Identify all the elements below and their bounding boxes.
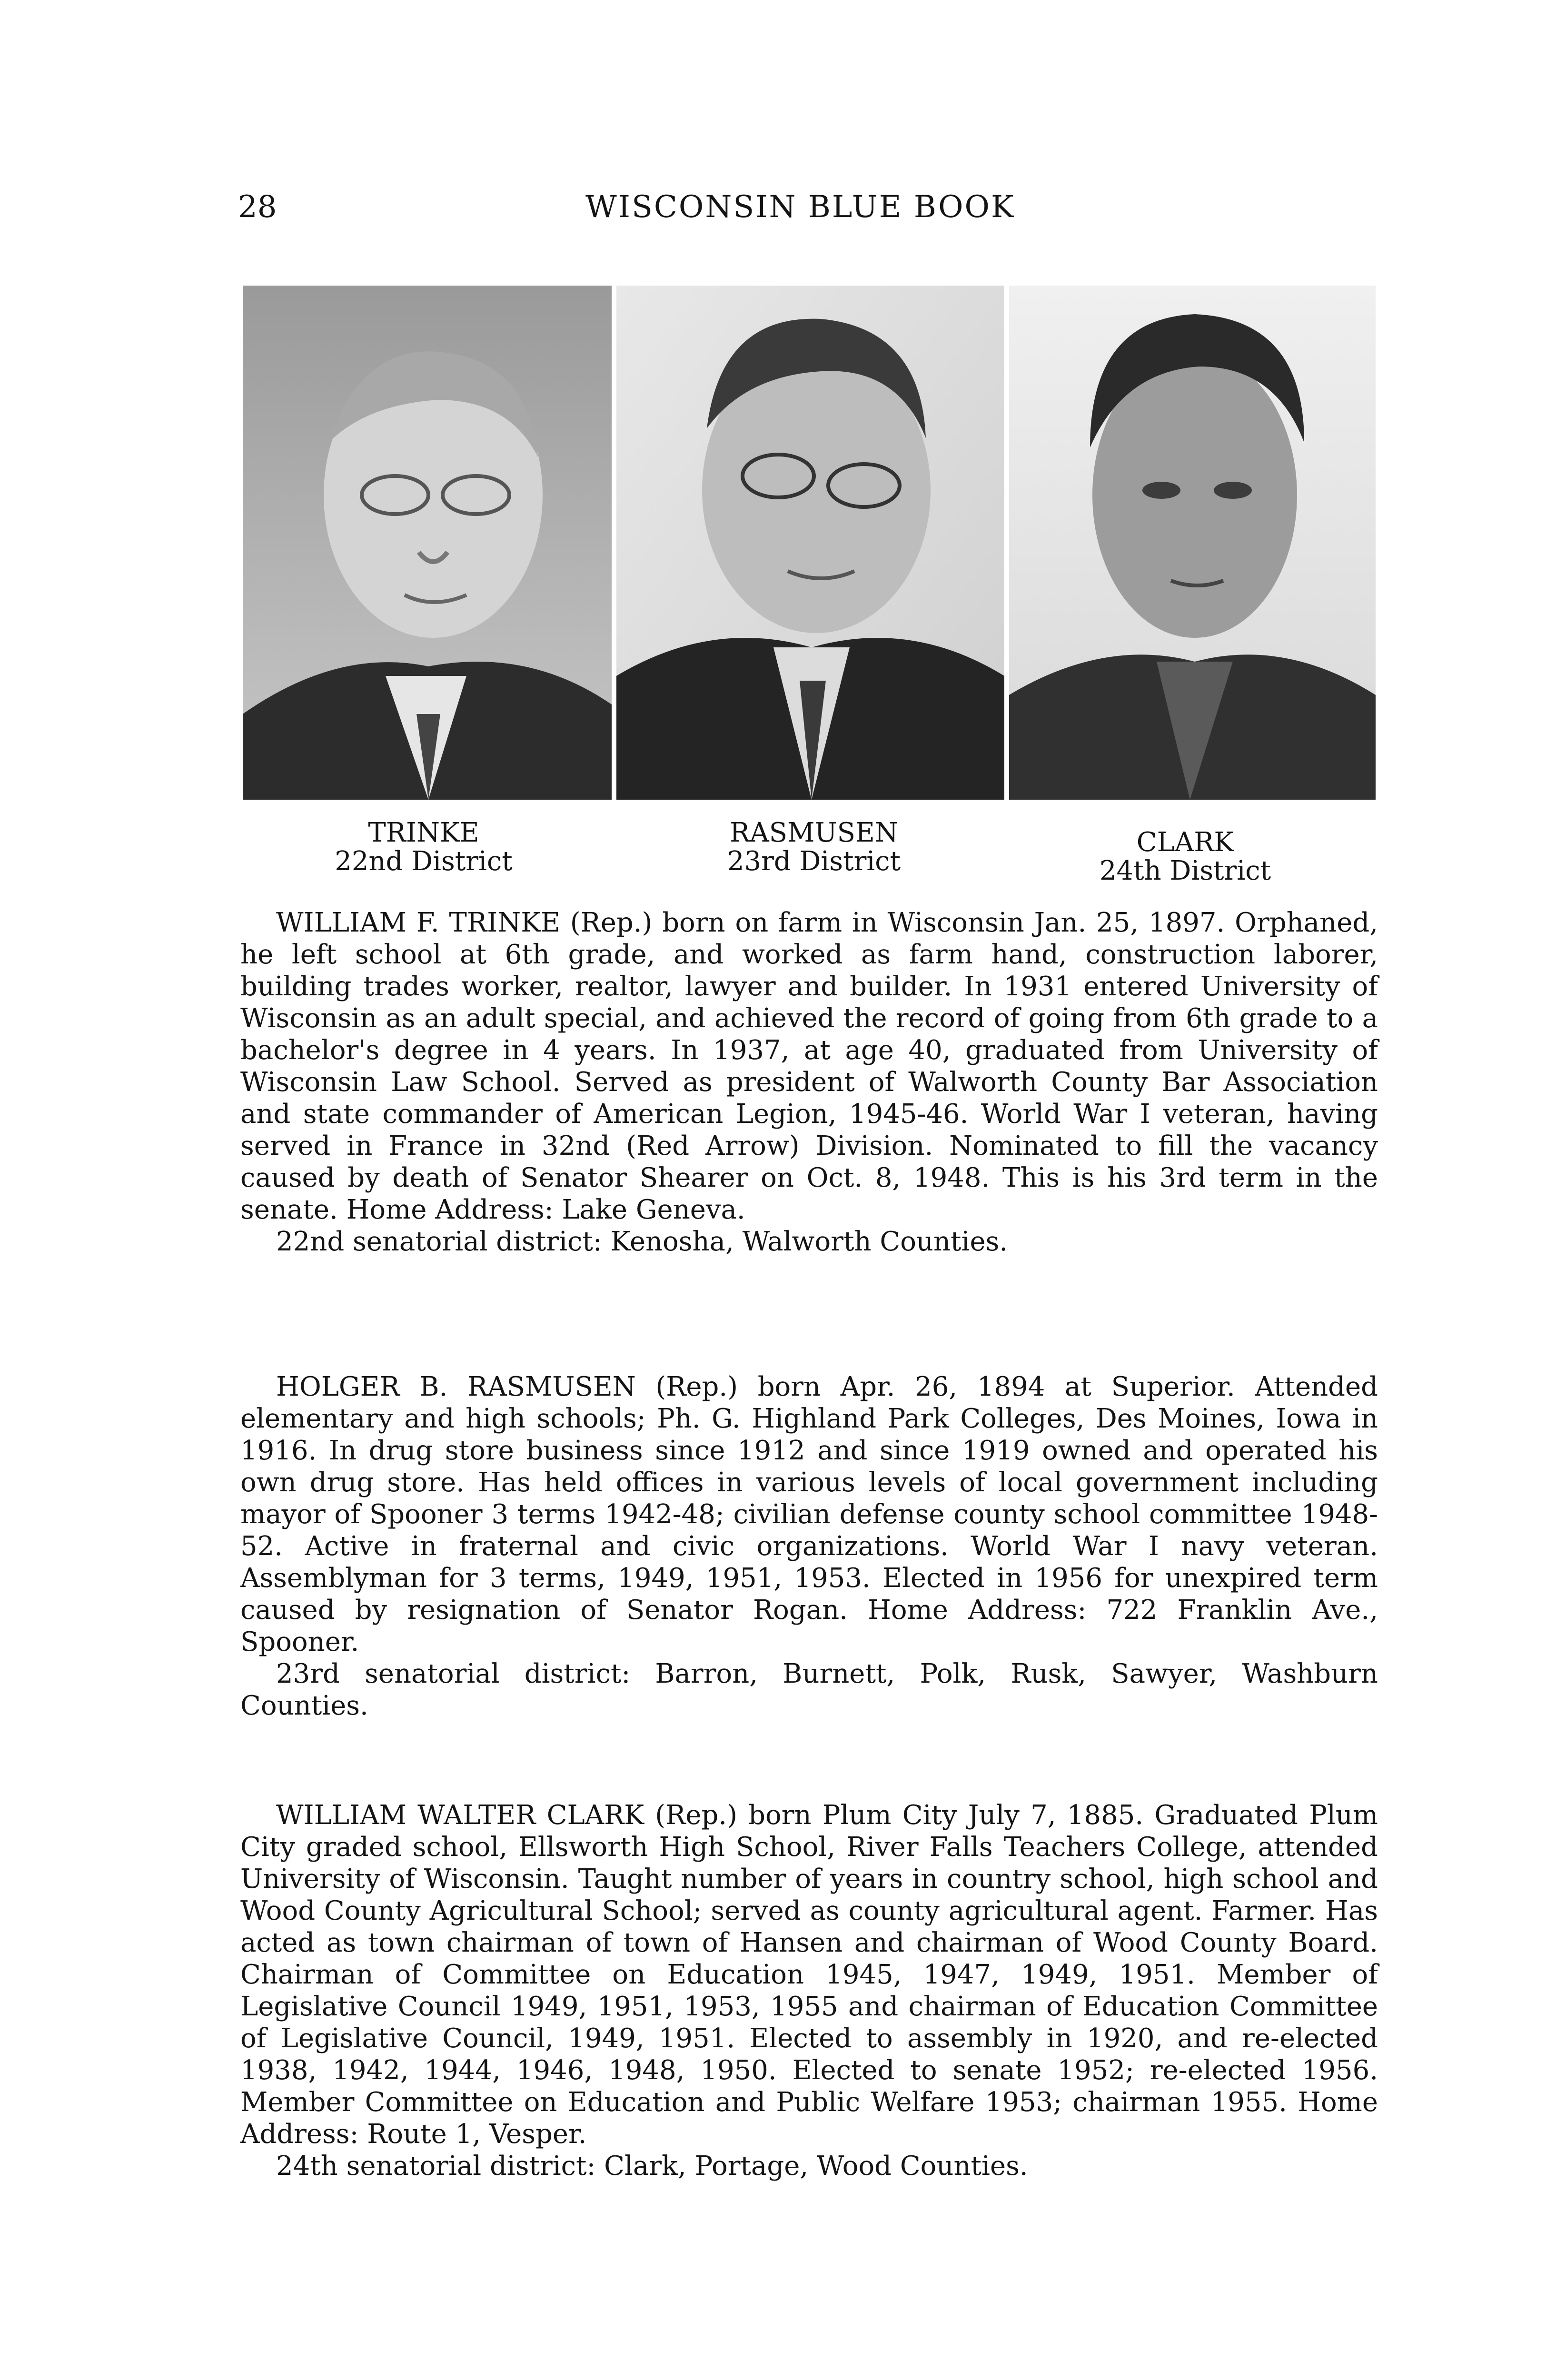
caption-district: 22nd District bbox=[335, 846, 513, 877]
running-head bbox=[238, 186, 1380, 228]
running-title: WISCONSIN BLUE BOOK bbox=[585, 189, 1015, 225]
biography-paragraph: HOLGER B. RASMUSEN (Rep.) born Apr. 26, 1894 at Superior. Attended elementary and high schools; Ph. G. Highland Park Colleges, Des Moines, Iowa in 1916. In drug store business since 1912 and since 1919 owned and operated his own drug store. Has held offices in various levels of local government including mayor of Spooner 3 terms 1942-48; civilian defense county school committee 1948-52. Active in fraternal and civic organizations. World War I navy veteran. Assemblyman for 3 terms, 1949, 1951, 1953. Elected in 1956 for unexpired term caused by resignation of Senator Rogan. Home Address: 722 Franklin Ave., Spooner. bbox=[240, 1371, 1378, 1657]
caption-trinke bbox=[295, 819, 552, 876]
biography-paragraph: WILLIAM WALTER CLARK (Rep.) born Plum City July 7, 1885. Graduated Plum City graded school, Ellsworth High School, River Falls Teachers College, attended University of Wisconsin. Taught number of years in country school, high school and Wood County Agricultural School; served as county agricultural agent. Farmer. Has acted as town chairman of town of Hansen and chairman of Wood County Board. Chairman of Committee on Education 1945, 1947, 1949, 1951. Member of Legislative Council 1949, 1951, 1953, 1955 and chairman of Education Committee of Legislative Council, 1949, 1951. Elected to assembly in 1920, and re-elected 1938, 1942, 1944, 1946, 1948, 1950. Elected to senate 1952; re-elected 1956. Member Committee on Education and Public Welfare 1953; chairman 1955. Home Address: Route 1, Vesper. bbox=[240, 1800, 1378, 2150]
biography-clark bbox=[240, 1799, 1378, 2182]
caption-clark bbox=[1047, 828, 1323, 885]
portrait-photo-trinke bbox=[243, 286, 612, 800]
biography-rasmusen bbox=[240, 1371, 1378, 1722]
senatorial-district-line: 24th senatorial district: Clark, Portage, Wood Counties. bbox=[276, 2151, 1028, 2182]
caption-name: RASMUSEN bbox=[730, 817, 898, 848]
caption-name: TRINKE bbox=[368, 817, 479, 848]
senatorial-district-line: 22nd senatorial district: Kenosha, Walworth Counties. bbox=[276, 1226, 1008, 1257]
caption-district: 23rd District bbox=[727, 846, 901, 877]
biography-trinke bbox=[240, 907, 1378, 1258]
caption-name: CLARK bbox=[1136, 827, 1234, 858]
portrait-photo-rasmusen bbox=[616, 286, 1004, 800]
senatorial-district-line: 23rd senatorial district: Barron, Burnett, Polk, Rusk, Sawyer, Washburn Counties. bbox=[240, 1658, 1378, 1721]
caption-district: 24th District bbox=[1099, 855, 1271, 886]
biography-paragraph: WILLIAM F. TRINKE (Rep.) born on farm in Wisconsin Jan. 25, 1897. Orphaned, he left school at 6th grade, and worked as farm hand, construction laborer, building trades worker, realtor, lawyer and builder. In 1931 entered University of Wisconsin as an adult special, and achieved the record of going from 6th grade to a bachelor's degree in 4 years. In 1937, at age 40, graduated from University of Wisconsin Law School. Served as president of Walworth County Bar Association and state commander of American Legion, 1945-46. World War I veteran, having served in France in 32nd (Red Arrow) Division. Nominated to fill the vacancy caused by death of Senator Shearer on Oct. 8, 1948. This is his 3rd term in the senate. Home Address: Lake Geneva. bbox=[240, 907, 1378, 1225]
caption-rasmusen bbox=[681, 819, 947, 876]
portrait-photo-clark bbox=[1009, 286, 1376, 800]
page-number: 28 bbox=[238, 189, 277, 225]
